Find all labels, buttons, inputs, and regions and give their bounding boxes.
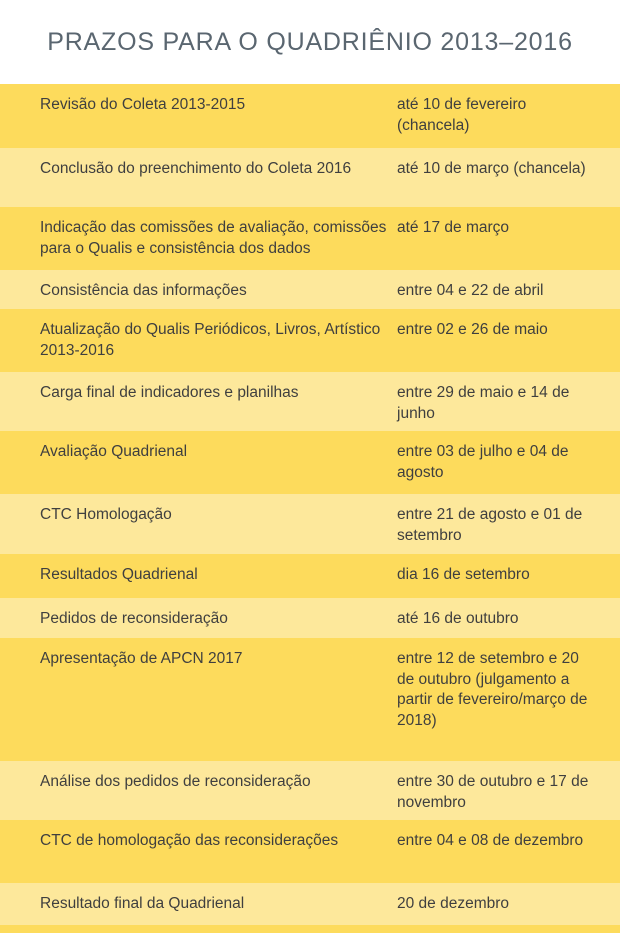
task-cell: Atualização do Qualis Periódicos, Livros, Artístico 2013-2016	[40, 321, 381, 359]
date-cell: entre 02 e 26 de maio	[397, 321, 548, 338]
table-row	[0, 554, 620, 598]
task-cell: Revisão do Coleta 2013-2015	[40, 96, 246, 113]
date-cell: até 10 de fevereiro (chancela)	[397, 96, 527, 134]
table-row	[0, 820, 620, 883]
table-row	[0, 598, 620, 638]
table-row	[0, 84, 620, 148]
task-cell: Resultado final da Quadrienal	[40, 895, 245, 912]
table-bottom-strip	[0, 925, 620, 933]
task-cell: Resultados Quadrienal	[40, 566, 198, 583]
date-cell: até 17 de março	[397, 219, 510, 236]
task-cell: Carga final de indicadores e planilhas	[40, 384, 299, 401]
task-cell: Avaliação Quadrienal	[40, 443, 188, 460]
table-row	[0, 309, 620, 372]
table-row	[0, 270, 620, 309]
schedule-table	[0, 84, 620, 933]
date-cell: entre 21 de agosto e 01 de setembro	[397, 506, 583, 544]
table-row	[0, 148, 620, 207]
date-cell: entre 04 e 08 de dezembro	[397, 832, 584, 849]
date-cell: 20 de dezembro	[397, 895, 510, 912]
task-cell: CTC de homologação das reconsiderações	[40, 832, 339, 849]
task-cell: CTC Homologação	[40, 506, 172, 523]
table-row	[0, 638, 620, 761]
task-cell: Análise dos pedidos de reconsideração	[40, 773, 311, 790]
page-title: PRAZOS PARA O QUADRIÊNIO 2013–2016	[47, 27, 573, 56]
date-cell: entre 30 de outubro e 17 de novembro	[397, 773, 589, 811]
header	[0, 0, 620, 84]
date-cell: entre 12 de setembro e 20 de outubro (julgamento a partir de fevereiro/março de 2018)	[397, 650, 588, 729]
date-cell: dia 16 de setembro	[397, 566, 530, 583]
task-cell: Apresentação de APCN 2017	[40, 650, 243, 667]
date-cell: entre 03 de julho e 04 de agosto	[397, 443, 569, 481]
table-row	[0, 494, 620, 554]
task-cell: Conclusão do preenchimento do Coleta 2016	[40, 160, 352, 177]
date-cell: até 16 de outubro	[397, 610, 519, 627]
date-cell: entre 29 de maio e 14 de junho	[397, 384, 570, 422]
task-cell: Indicação das comissões de avaliação, comissões para o Qualis e consistência dos dados	[40, 219, 387, 257]
date-cell: entre 04 e 22 de abril	[397, 282, 544, 299]
task-cell: Pedidos de reconsideração	[40, 610, 228, 627]
table-row	[0, 207, 620, 270]
table-row	[0, 761, 620, 820]
table-row	[0, 372, 620, 431]
table-row	[0, 431, 620, 494]
date-cell: até 10 de março (chancela)	[397, 160, 586, 177]
table-row	[0, 883, 620, 925]
task-cell: Consistência das informações	[40, 282, 247, 299]
